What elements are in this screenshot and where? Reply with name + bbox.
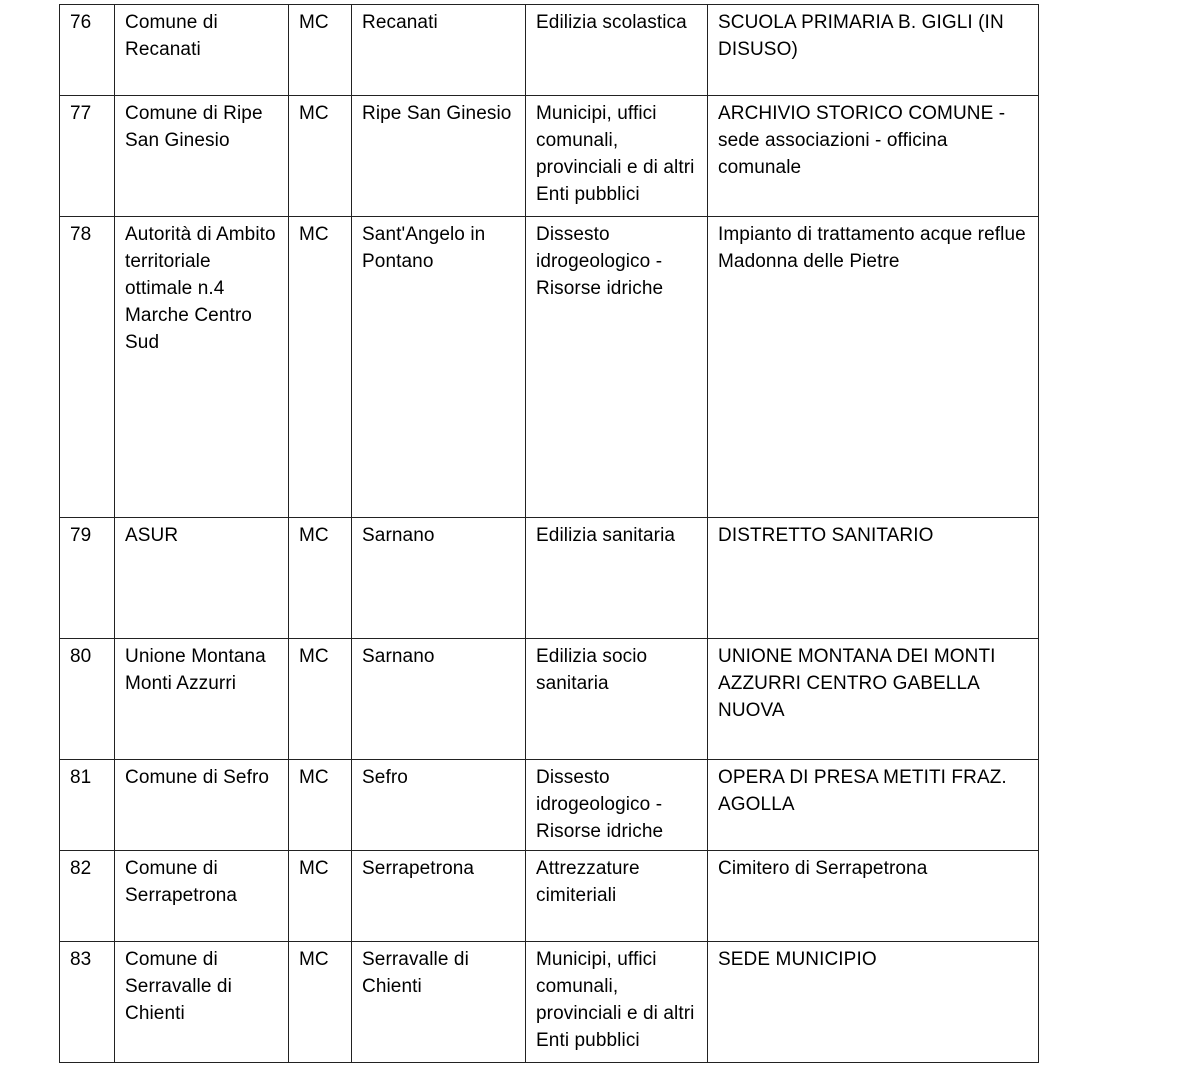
entity-cell: Comune di Sefro [115,760,289,851]
description-cell: SEDE MUNICIPIO [708,942,1039,1063]
category-cell: Edilizia scolastica [526,5,708,96]
description-cell: DISTRETTO SANITARIO [708,518,1039,639]
row-number: 76 [60,5,115,96]
municipality-cell: Recanati [352,5,526,96]
municipality-cell: Sant'Angelo in Pontano [352,217,526,518]
table-row [60,5,1039,96]
description-cell: SCUOLA PRIMARIA B. GIGLI (IN DISUSO) [708,5,1039,96]
row-number: 81 [60,760,115,851]
entity-cell: Comune di Serrapetrona [115,851,289,942]
entity-cell: Comune di Recanati [115,5,289,96]
province-cell: MC [289,217,352,518]
category-cell: Dissesto idrogeologico - Risorse idriche [526,217,708,518]
category-cell: Attrezzature cimiteriali [526,851,708,942]
table-row [60,217,1039,518]
province-cell: MC [289,760,352,851]
row-number: 83 [60,942,115,1063]
table-row [60,942,1039,1063]
row-number: 80 [60,639,115,760]
entity-cell: Autorità di Ambito territoriale ottimale n.4 Marche Centro Sud [115,217,289,518]
category-cell: Edilizia sanitaria [526,518,708,639]
row-number: 79 [60,518,115,639]
description-cell: UNIONE MONTANA DEI MONTI AZZURRI CENTRO GABELLA NUOVA [708,639,1039,760]
province-cell: MC [289,96,352,217]
entity-cell: Comune di Ripe San Ginesio [115,96,289,217]
description-cell: Impianto di trattamento acque reflue Madonna delle Pietre [708,217,1039,518]
table-row [60,760,1039,851]
category-cell: Municipi, uffici comunali, provinciali e di altri Enti pubblici [526,942,708,1063]
table-row [60,851,1039,942]
table-row [60,639,1039,760]
province-cell: MC [289,851,352,942]
row-number: 78 [60,217,115,518]
entity-cell: Unione Montana Monti Azzurri [115,639,289,760]
municipality-cell: Serrapetrona [352,851,526,942]
category-cell: Municipi, uffici comunali, provinciali e di altri Enti pubblici [526,96,708,217]
province-cell: MC [289,942,352,1063]
municipality-cell: Sarnano [352,518,526,639]
table-row [60,518,1039,639]
municipality-cell: Sarnano [352,639,526,760]
row-number: 77 [60,96,115,217]
description-cell: OPERA DI PRESA METITI FRAZ. AGOLLA [708,760,1039,851]
entity-cell: Comune di Serravalle di Chienti [115,942,289,1063]
row-number: 82 [60,851,115,942]
province-cell: MC [289,639,352,760]
entity-cell: ASUR [115,518,289,639]
municipality-cell: Ripe San Ginesio [352,96,526,217]
category-cell: Dissesto idrogeologico - Risorse idriche [526,760,708,851]
category-cell: Edilizia socio sanitaria [526,639,708,760]
table-row [60,96,1039,217]
province-cell: MC [289,518,352,639]
description-cell: Cimitero di Serrapetrona [708,851,1039,942]
interventions-table [59,4,1039,1063]
municipality-cell: Sefro [352,760,526,851]
description-cell: ARCHIVIO STORICO COMUNE - sede associazioni - officina comunale [708,96,1039,217]
municipality-cell: Serravalle di Chienti [352,942,526,1063]
province-cell: MC [289,5,352,96]
